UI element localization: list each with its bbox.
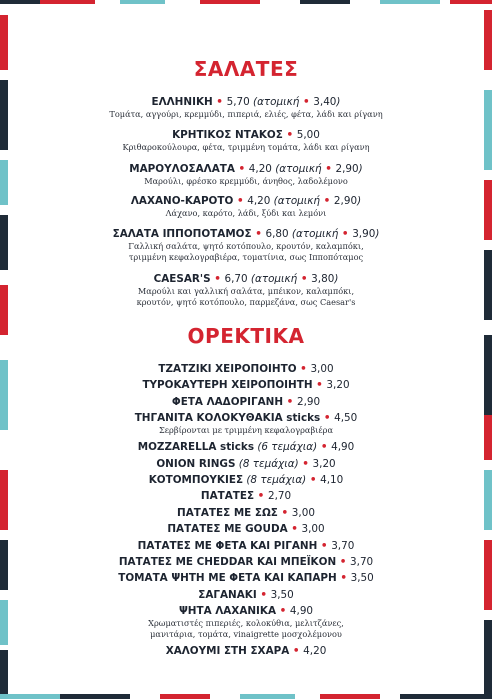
menu-item: ΤΗΓΑΝΙΤΑ ΚΟΛΟΚΥΘΑΚΙΑ sticks • 4,50 Σερβίρονται με τριμμένη κεφαλογραβιέρα [0,411,492,436]
item-name: ΚΟΤΟΜΠΟΥΚΙΕΣ [148,474,244,486]
item-price: 2,90 [296,396,321,408]
portion-label: ατομική [254,273,298,285]
menu-item: ΤΟΜΑΤΑ ΨΗΤΗ ΜΕ ΦΕΤΑ ΚΑΙ ΚΑΠΑΡΗ • 3,50 [118,572,374,584]
item-description: Μαρούλι, φρέσκο κρεμμύδι, άνηθος, λαδολέμονο [144,176,348,186]
item-name: ΤΗΓΑΝΙΤΑ ΚΟΛΟΚΥΘΑΚΙΑ sticks [134,412,321,424]
item-note: 6 τεμάχια [261,441,314,453]
menu-item: ΦΕΤΑ ΛΑΔΟΡΙΓΑΝΗ • 2,90 [171,396,321,408]
item-description: Κριθαροκούλουρα, φέτα, τριμμένη τομάτα, λάδι και ρίγανη [122,142,370,152]
item-description: Τομάτα, αγγούρι, κρεμμύδι, πιπεριά, ελιές, φέτα, λάδι και ρίγανη [109,109,383,119]
item-note: 8 τεμάχια [250,474,303,486]
item-price: 4,20 [303,645,327,657]
menu-item: ΚΟΤΟΜΠΟΥΚΙΕΣ (8 τεμάχια) • 4,10 [148,474,344,486]
menu-item: ΠΑΤΑΤΕΣ • 2,70 [200,490,292,502]
item-price: 4,50 [334,412,358,424]
item-price: 2,70 [267,490,292,502]
item-description: Λάχανο, καρότο, λάδι, ξύδι και λεμόνι [165,208,327,218]
item-name: ΛΑΧΑΝΟ-ΚΑΡΟΤΟ [130,195,234,207]
item-description: Σερβίρονται με τριμμένη κεφαλογραβιέρα [159,425,333,435]
portion-price: 3,90 [352,228,376,240]
portion-label: ατομική [277,195,321,207]
item-name: ΚΡΗΤΙΚΟΣ ΝΤΑΚΟΣ [172,129,283,141]
portion-label: ατομική [279,163,322,175]
item-description: μανιτάρια, τομάτα, vinaigrette μοσχολέμονου [150,629,342,639]
item-price: 4,20 [247,195,271,207]
menu-item: CAESAR'S • 6,70 (ατομική • 3,80) Μαρούλι και γαλλική σαλάτα, μπέικον, καλαμπόκι, κρουτόν, ψητό κοτόπουλο, παρμεζάνα, σως Caesar's [0,272,492,308]
portion-price: 2,90 [333,195,358,207]
item-name: ΠΑΤΑΤΕΣ ΜΕ ΦΕΤΑ ΚΑΙ ΡΙΓΑΝΗ [137,540,318,552]
menu-item: ΕΛΛΗΝΙΚΗ • 5,70 (ατομική • 3,40) Τομάτα, αγγούρι, κρεμμύδι, πιπεριά, ελιές, φέτα, λάδι και ρίγανη [0,95,492,120]
item-price: 3,50 [270,589,294,601]
menu-item: ΨΗΤΑ ΛΑΧΑΝΙΚΑ • 4,90 Χρωματιστές πιπεριές, κολοκύθια, μελιτζάνες, μανιτάρια, τομάτα, vinaigrette μοσχολέμονου [0,604,492,640]
item-price: 5,00 [296,129,320,141]
salads-title: ΣΑΛΑΤΕΣ [193,57,299,81]
portion-label: ατομική [295,228,339,240]
item-name: ΧΑΛΟΥΜΙ ΣΤΗ ΣΧΑΡΑ [165,645,290,657]
item-name: ΤΥΡΟΚΑΥΤΕΡΗ ΧΕΙΡΟΠΟΙΗΤΗ [142,379,313,391]
item-price: 5,70 [226,96,250,108]
item-name: ΣΑΛΑΤΑ ΙΠΠΟΠΟΤΑΜΟΣ [112,228,252,240]
item-name: ΕΛΛΗΝΙΚΗ [151,96,213,108]
item-price: 3,70 [331,540,355,552]
item-price: 4,90 [289,605,314,617]
item-price: 6,80 [265,228,289,240]
menu-item: ΜΑΡΟΥΛΟΣΑΛΑΤΑ • 4,20 (ατομική • 2,90) Μαρούλι, φρέσκο κρεμμύδι, άνηθος, λαδολέμονο [0,162,492,187]
item-price: 3,00 [301,523,325,535]
item-name: ΜΑΡΟΥΛΟΣΑΛΑΤΑ [129,163,235,175]
item-name: CAESAR'S [153,273,211,285]
item-price: 3,20 [312,458,336,470]
item-description: τριμμένη κεφαλογραβιέρα, τοματίνια, σως Ιπποπόταμος [128,252,364,262]
item-name: ΠΑΤΑΤΕΣ [200,490,255,502]
portion-label: ατομική [257,96,300,108]
item-name: ΠΑΤΑΤΕΣ ΜΕ CHEDDAR ΚΑΙ ΜΠΕΪΚΟΝ [118,556,337,568]
item-name: MOZZARELLA sticks [137,441,255,453]
menu-item: ΣΑΛΑΤΑ ΙΠΠΟΠΟΤΑΜΟΣ • 6,80 (ατομική • 3,90) Γαλλική σαλάτα, ψητό κοτόπουλο, κρουτόν, καλαμπόκι, τριμμένη κεφαλογραβιέρα, τοματίνια, σως Ιπποπόταμος [0,227,492,263]
item-price: 3,20 [326,379,350,391]
item-name: ΠΑΤΑΤΕΣ ΜΕ ΣΩΣ [177,507,278,519]
menu-item: ΠΑΤΑΤΕΣ ΜΕ ΦΕΤΑ ΚΑΙ ΡΙΓΑΝΗ • 3,70 [137,540,355,552]
portion-price: 2,90 [335,163,359,175]
item-name: ΣΑΓΑΝΑΚΙ [198,589,257,601]
menu-item: ΛΑΧΑΝΟ-ΚΑΡΟΤΟ • 4,20 (ατομική • 2,90) Λάχανο, καρότο, λάδι, ξύδι και λεμόνι [0,194,492,219]
item-price: 3,00 [310,363,334,375]
portion-price: 3,80 [311,273,335,285]
item-name: ΤΖΑΤΖΙΚΙ ΧΕΙΡΟΠΟΙΗΤΟ [158,363,297,375]
menu-item: ΠΑΤΑΤΕΣ ΜΕ ΣΩΣ • 3,00 [177,507,315,519]
item-description: Μαρούλι και γαλλική σαλάτα, μπέικον, καλαμπόκι, [137,286,355,296]
item-note: 8 τεμάχια [242,458,295,470]
item-price: 6,70 [224,273,248,285]
item-price: 3,00 [291,507,315,519]
appetizers-title: ΟΡΕΚΤΙΚΑ [187,324,305,348]
menu-item: ΤΥΡΟΚΑΥΤΕΡΗ ΧΕΙΡΟΠΟΙΗΤΗ • 3,20 [142,379,350,391]
item-description: Γαλλική σαλάτα, ψητό κοτόπουλο, κρουτόν, καλαμπόκι, [128,241,364,251]
item-description: κρουτόν, ψητό κοτόπουλο, παρμεζάνα, σως Caesar's [136,297,356,307]
item-name: ΦΕΤΑ ΛΑΔΟΡΙΓΑΝΗ [171,396,284,408]
menu-item: MOZZARELLA sticks (6 τεμάχια) • 4,90 [137,441,355,453]
item-price: 3,70 [350,556,374,568]
menu-item: ONION RINGS (8 τεμάχια) • 3,20 [156,458,336,470]
menu-item: ΚΡΗΤΙΚΟΣ ΝΤΑΚΟΣ • 5,00 Κριθαροκούλουρα, φέτα, τριμμένη τομάτα, λάδι και ρίγανη [0,128,492,153]
menu-item: ΧΑΛΟΥΜΙ ΣΤΗ ΣΧΑΡΑ • 4,20 [165,645,327,657]
item-name: ΠΑΤΑΤΕΣ ΜΕ GOUDA [167,523,288,535]
menu-item: ΣΑΓΑΝΑΚΙ • 3,50 [198,589,294,601]
item-price: 4,20 [248,163,272,175]
menu-item: ΠΑΤΑΤΕΣ ΜΕ CHEDDAR ΚΑΙ ΜΠΕΪΚΟΝ • 3,70 [118,556,374,568]
item-price: 4,90 [331,441,355,453]
menu-item: ΤΖΑΤΖΙΚΙ ΧΕΙΡΟΠΟΙΗΤΟ • 3,00 [158,363,334,375]
portion-price: 3,40 [313,96,337,108]
item-name: ONION RINGS [156,458,236,470]
item-price: 3,50 [350,572,374,584]
item-price: 4,10 [320,474,344,486]
item-name: ΤΟΜΑΤΑ ΨΗΤΗ ΜΕ ΦΕΤΑ ΚΑΙ ΚΑΠΑΡΗ [118,572,337,584]
menu-item: ΠΑΤΑΤΕΣ ΜΕ GOUDA • 3,00 [167,523,325,535]
item-description: Χρωματιστές πιπεριές, κολοκύθια, μελιτζάνες, [148,618,344,628]
item-name: ΨΗΤΑ ΛΑΧΑΝΙΚΑ [178,605,277,617]
